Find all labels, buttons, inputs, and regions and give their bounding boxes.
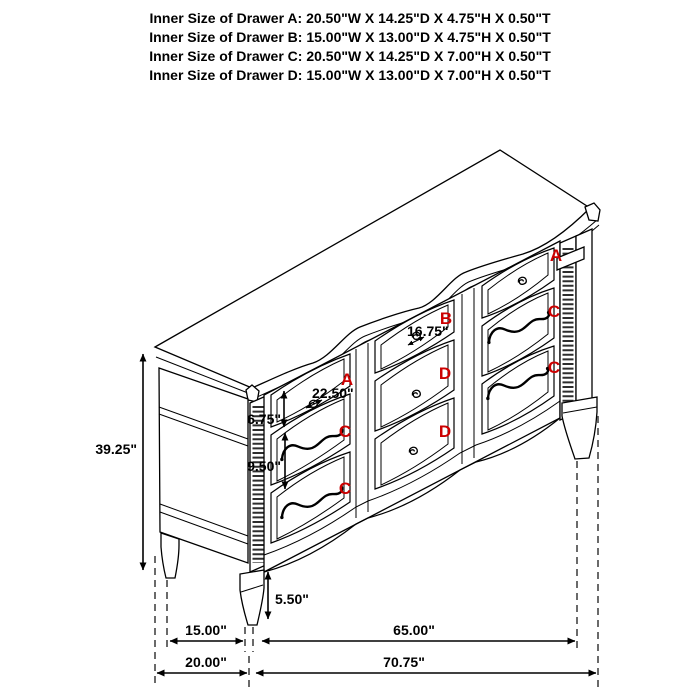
dresser-drawing <box>155 150 600 625</box>
leg-height-label: 5.50" <box>275 591 309 607</box>
front-right-leg <box>562 397 597 459</box>
overall-width-label: 70.75" <box>383 654 425 670</box>
lower-drawer-height-label: 9.50" <box>247 458 281 474</box>
label-middle-top: B <box>439 309 453 328</box>
dresser-left-side <box>159 368 248 563</box>
top-drawer-height-label: 6.75" <box>247 411 281 427</box>
label-left-bottom: C <box>338 479 352 498</box>
side-depth-label: 15.00" <box>185 622 227 638</box>
front-width-label: 65.00" <box>393 622 435 638</box>
header-line-a: Inner Size of Drawer A: 20.50"W X 14.25"D X 4.75"H X 0.50"T <box>149 10 551 26</box>
wide-drawer-width-label: 22.50" <box>312 385 354 401</box>
label-right-bottom: C <box>547 358 561 377</box>
top-corner-knob-right <box>585 203 600 221</box>
front-left-leg <box>240 570 264 625</box>
label-middle-mid: D <box>438 364 452 383</box>
overall-height-label: 39.25" <box>95 441 137 457</box>
label-right-top: A <box>549 246 563 265</box>
label-left-top: A <box>340 370 354 389</box>
label-right-mid: C <box>547 302 561 321</box>
header-line-c: Inner Size of Drawer C: 20.50"W X 14.25"D X 7.00"H X 0.50"T <box>149 48 551 64</box>
narrow-drawer-width-label: 16.75" <box>407 323 449 339</box>
overall-depth-label: 20.00" <box>185 654 227 670</box>
back-left-leg <box>161 533 179 578</box>
label-left-mid: C <box>338 422 352 441</box>
front-right-pilaster <box>557 229 592 420</box>
header-line-b: Inner Size of Drawer B: 15.00"W X 13.00"D X 4.75"H X 0.50"T <box>149 29 551 45</box>
side-panel <box>159 368 248 563</box>
header-line-d: Inner Size of Drawer D: 15.00"W X 13.00"D X 7.00"H X 0.50"T <box>149 67 551 83</box>
label-middle-bottom: D <box>438 422 452 441</box>
